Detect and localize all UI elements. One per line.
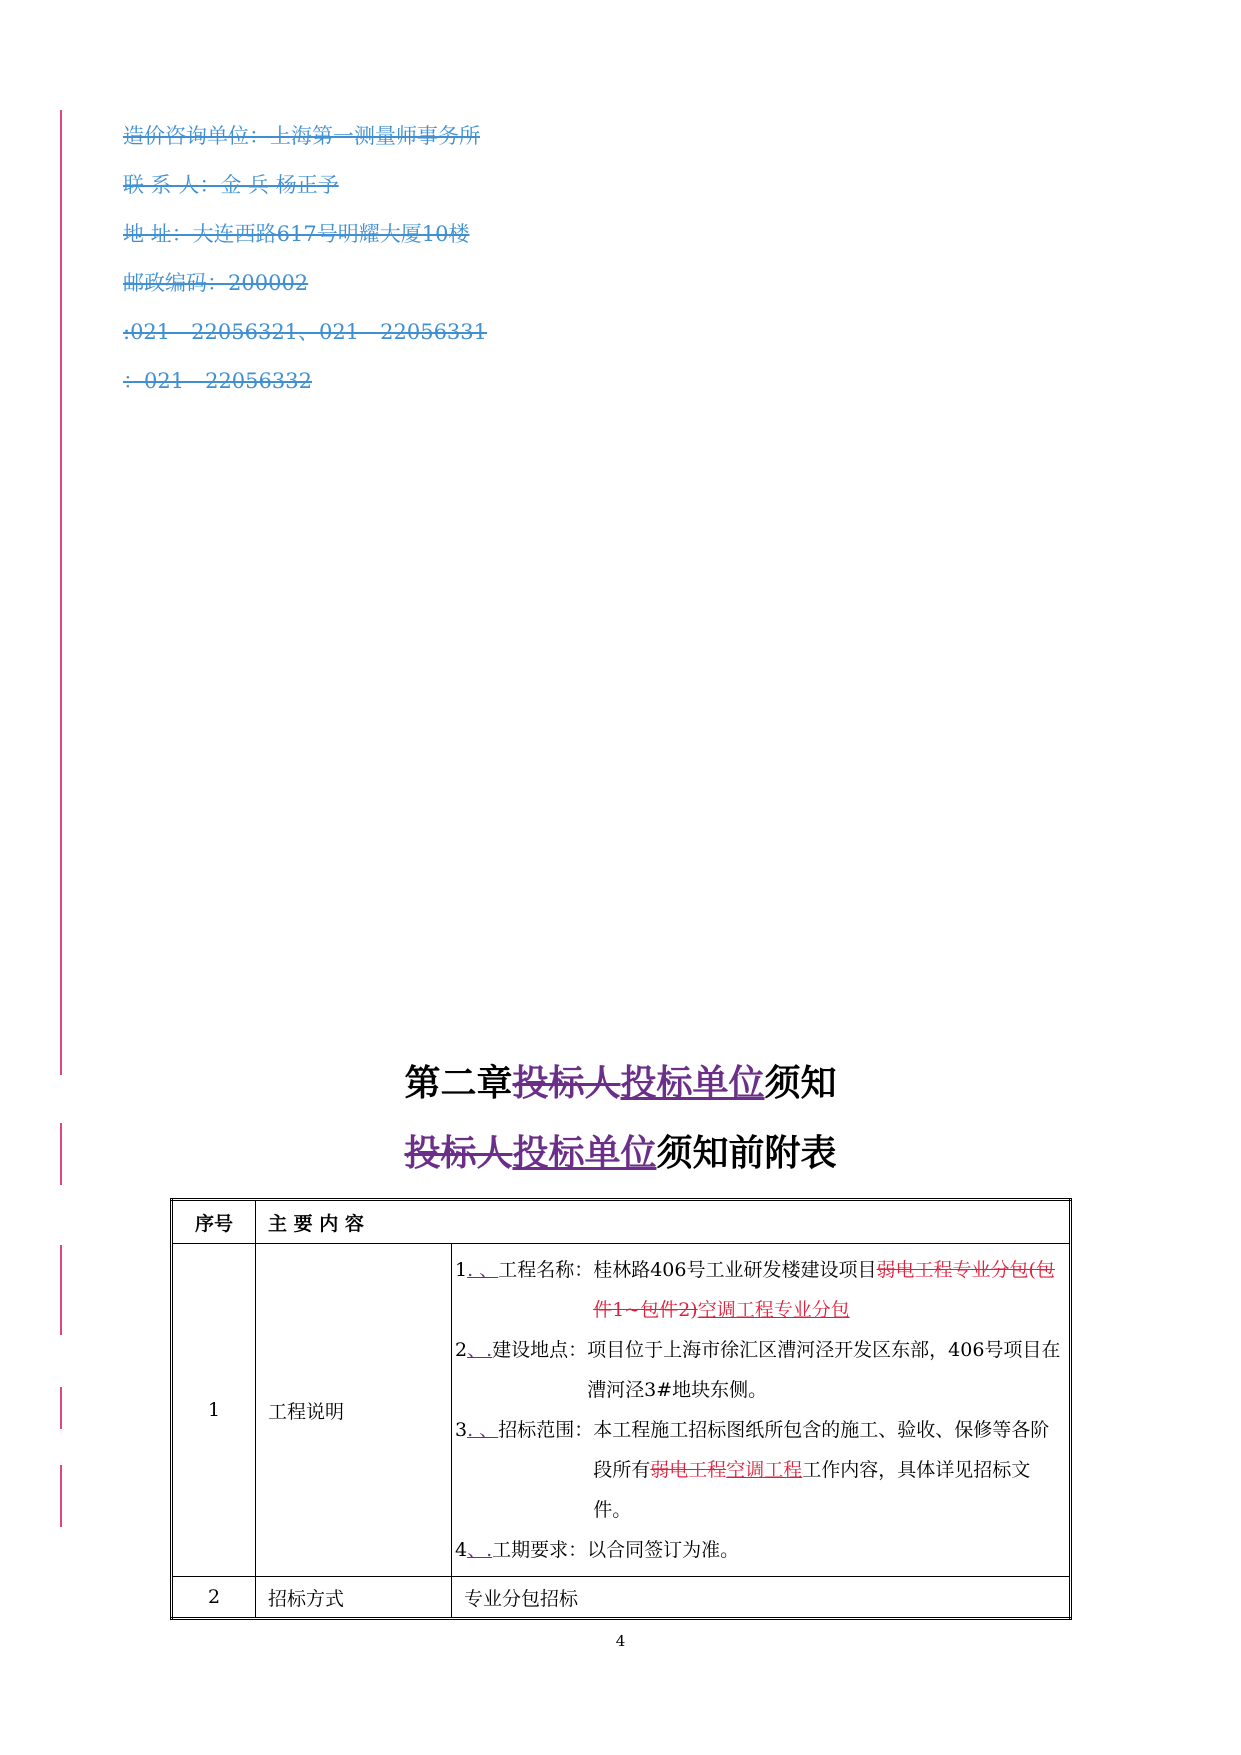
chapter-prefix: 第二章 <box>404 1063 513 1104</box>
header-no: 序号 <box>172 1200 256 1244</box>
location-item <box>455 1330 1061 1410</box>
item-label: 招标范围： <box>498 1419 594 1441</box>
item-text: 项目位于上海市徐汇区漕河泾开发区东部，406号项目在漕河泾3#地块东侧。 <box>587 1339 1061 1401</box>
project-name-item <box>455 1250 1061 1330</box>
item-text: 桂林路406号工业研发楼建设项目 <box>593 1259 877 1281</box>
revision-marks: . 、 <box>467 1419 499 1441</box>
item-label: 工期要求： <box>492 1539 588 1561</box>
inserted-text: 空调工程 <box>726 1459 803 1481</box>
subtitle-inserted-text: 投标单位 <box>512 1133 657 1174</box>
chapter-inserted-text: 投标单位 <box>620 1063 765 1104</box>
phone-line: :021—22056321、021—22056331 <box>123 320 488 344</box>
deleted-text: 弱电工程专业分包(包件1~包件2) <box>593 1259 1055 1321</box>
item-label: 建设地点： <box>492 1339 588 1361</box>
row2-no: 2 <box>172 1577 256 1619</box>
schedule-item <box>455 1530 1061 1570</box>
deleted-text: 弱电工程 <box>650 1459 727 1481</box>
scope-item <box>455 1410 1061 1530</box>
item-number: 1 <box>455 1259 468 1281</box>
header-content: 主 要 内 容 <box>256 1200 1071 1244</box>
contact-person-line: 联 系 人：金 兵 杨正予 <box>123 173 339 197</box>
inserted-text: 空调工程专业分包 <box>697 1299 850 1321</box>
row1-title: 工程说明 <box>256 1244 452 1577</box>
table-row <box>172 1244 1071 1577</box>
item-number: 3 <box>455 1419 468 1441</box>
row1-no: 1 <box>172 1244 256 1577</box>
chapter-title <box>0 1055 1241 1106</box>
row2-title: 招标方式 <box>256 1577 452 1619</box>
address-line: 地 址：大连西路617号明耀大厦10楼 <box>123 222 470 246</box>
consultant-line: 造价咨询单位：上海第一测量师事务所 <box>123 124 480 148</box>
page-number: 4 <box>615 1632 626 1650</box>
table-header-row <box>172 1200 1071 1244</box>
revision-bar <box>60 1245 62 1335</box>
chapter-deleted-text: 投标人 <box>512 1063 621 1104</box>
chapter-suffix: 须知 <box>764 1063 837 1104</box>
item-number: 2 <box>455 1339 468 1361</box>
item-number: 4 <box>455 1539 468 1561</box>
revision-marks: 、. <box>467 1339 493 1361</box>
revision-marks: . 、 <box>467 1259 499 1281</box>
row2-content: 专业分包招标 <box>452 1577 1071 1619</box>
subtitle-deleted-text: 投标人 <box>404 1133 513 1174</box>
item-text: 以合同签订为准。 <box>587 1539 740 1561</box>
table-row <box>172 1577 1071 1619</box>
fax-line: ：021—22056332 <box>123 369 312 393</box>
postcode-line: 邮政编码：200002 <box>123 271 309 295</box>
revision-bar <box>60 110 62 1075</box>
revision-marks: 、. <box>467 1539 493 1561</box>
subtitle <box>0 1125 1241 1176</box>
item-text: 本工程施工招标图纸所包含的施工、验收、保修等各阶段所有 <box>593 1419 1050 1481</box>
revision-bar <box>60 1387 62 1429</box>
item-label: 工程名称： <box>498 1259 594 1281</box>
row1-content <box>452 1244 1071 1577</box>
item-text: 工作内容，具体详见招标文件。 <box>593 1459 1031 1521</box>
front-appendix-table <box>170 1198 1072 1620</box>
subtitle-suffix: 须知前附表 <box>656 1133 837 1174</box>
revision-bar <box>60 1465 62 1527</box>
